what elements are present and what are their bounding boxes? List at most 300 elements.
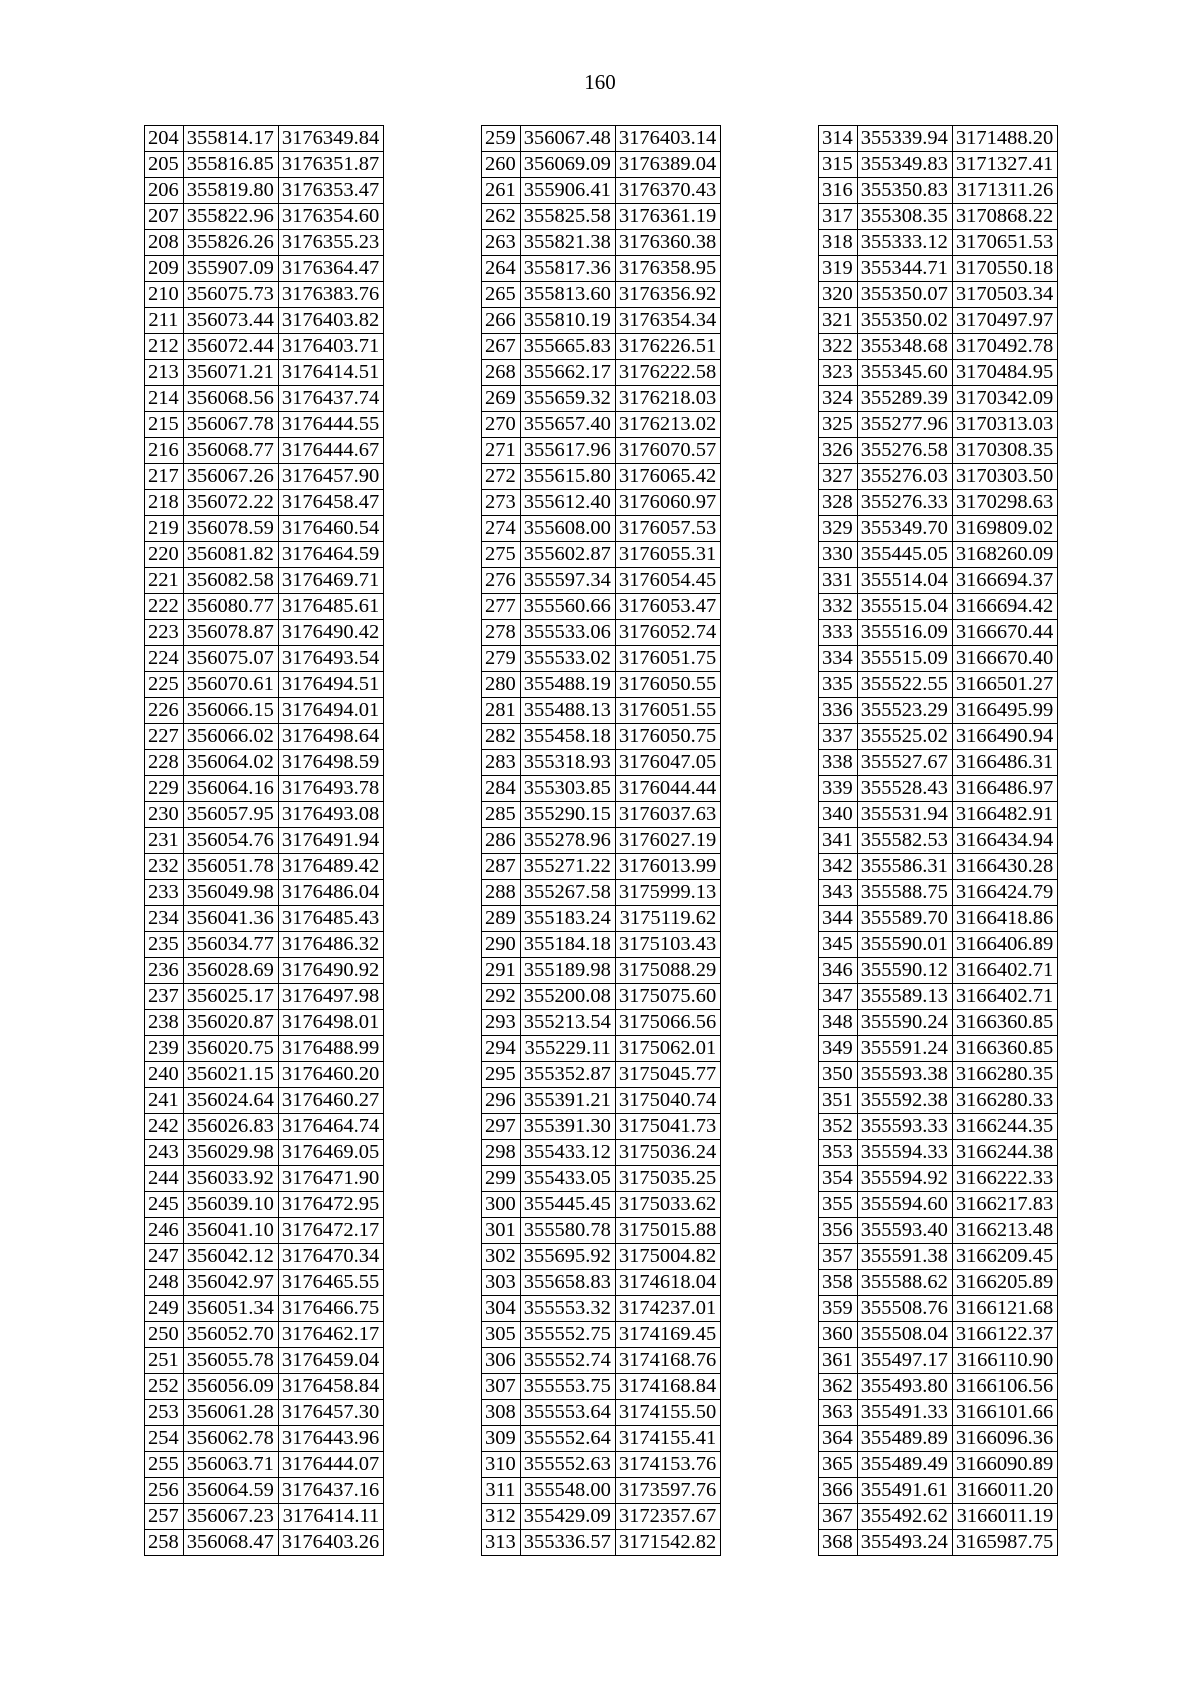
table-row (145, 230, 384, 256)
y-coordinate-cell: 3166222.33 (952, 1166, 1057, 1192)
point-number-cell: 314 (819, 126, 858, 152)
x-coordinate-cell: 356064.02 (183, 750, 278, 776)
x-coordinate-cell: 355497.17 (857, 1348, 952, 1374)
table-row (145, 906, 384, 932)
x-coordinate-cell: 355594.92 (857, 1166, 952, 1192)
x-coordinate-cell: 355277.96 (857, 412, 952, 438)
y-coordinate-cell: 3175015.88 (615, 1218, 720, 1244)
point-number-cell: 326 (819, 438, 858, 464)
x-coordinate-cell: 355200.08 (520, 984, 615, 1010)
point-number-cell: 335 (819, 672, 858, 698)
x-coordinate-cell: 356080.77 (183, 594, 278, 620)
point-number-cell: 261 (482, 178, 521, 204)
table-row (145, 1452, 384, 1478)
point-number-cell: 207 (145, 204, 184, 230)
table-row (482, 672, 721, 698)
x-coordinate-cell: 356082.58 (183, 568, 278, 594)
x-coordinate-cell: 355817.36 (520, 256, 615, 282)
y-coordinate-cell: 3166424.79 (952, 880, 1057, 906)
x-coordinate-cell: 355344.71 (857, 256, 952, 282)
x-coordinate-cell: 355580.78 (520, 1218, 615, 1244)
table-row (145, 594, 384, 620)
point-number-cell: 236 (145, 958, 184, 984)
x-coordinate-cell: 355516.09 (857, 620, 952, 646)
point-number-cell: 353 (819, 1140, 858, 1166)
table-row (482, 1114, 721, 1140)
x-coordinate-cell: 355553.75 (520, 1374, 615, 1400)
point-number-cell: 247 (145, 1244, 184, 1270)
x-coordinate-cell: 355665.83 (520, 334, 615, 360)
table-row (819, 724, 1058, 750)
point-number-cell: 342 (819, 854, 858, 880)
x-coordinate-cell: 355433.05 (520, 1166, 615, 1192)
point-number-cell: 267 (482, 334, 521, 360)
x-coordinate-cell: 355590.24 (857, 1010, 952, 1036)
x-coordinate-cell: 356021.15 (183, 1062, 278, 1088)
point-number-cell: 279 (482, 646, 521, 672)
x-coordinate-cell: 355339.94 (857, 126, 952, 152)
y-coordinate-cell: 3174168.76 (615, 1348, 720, 1374)
y-coordinate-cell: 3176057.53 (615, 516, 720, 542)
y-coordinate-cell: 3176052.74 (615, 620, 720, 646)
table-row (482, 698, 721, 724)
x-coordinate-cell: 355553.64 (520, 1400, 615, 1426)
y-coordinate-cell: 3170497.97 (952, 308, 1057, 334)
table-row (145, 1374, 384, 1400)
table-row (482, 984, 721, 1010)
table-row (145, 152, 384, 178)
y-coordinate-cell: 3170303.50 (952, 464, 1057, 490)
x-coordinate-cell: 355348.68 (857, 334, 952, 360)
y-coordinate-cell: 3166430.28 (952, 854, 1057, 880)
table-row (482, 1088, 721, 1114)
table-row (145, 178, 384, 204)
x-coordinate-cell: 355276.03 (857, 464, 952, 490)
y-coordinate-cell: 3176027.19 (615, 828, 720, 854)
x-coordinate-cell: 355271.22 (520, 854, 615, 880)
table-row (819, 1270, 1058, 1296)
point-number-cell: 282 (482, 724, 521, 750)
table-row (819, 1400, 1058, 1426)
table-row (145, 360, 384, 386)
y-coordinate-cell: 3166122.37 (952, 1322, 1057, 1348)
point-number-cell: 336 (819, 698, 858, 724)
point-number-cell: 248 (145, 1270, 184, 1296)
y-coordinate-cell: 3176458.47 (278, 490, 383, 516)
point-number-cell: 225 (145, 672, 184, 698)
y-coordinate-cell: 3170313.03 (952, 412, 1057, 438)
coordinate-table-3 (818, 125, 1058, 1556)
point-number-cell: 352 (819, 1114, 858, 1140)
table-row (482, 906, 721, 932)
x-coordinate-cell: 356064.59 (183, 1478, 278, 1504)
point-number-cell: 206 (145, 178, 184, 204)
table-row (819, 1374, 1058, 1400)
point-number-cell: 302 (482, 1244, 521, 1270)
point-number-cell: 287 (482, 854, 521, 880)
y-coordinate-cell: 3176055.31 (615, 542, 720, 568)
y-coordinate-cell: 3176226.51 (615, 334, 720, 360)
table-row (145, 1036, 384, 1062)
x-coordinate-cell: 355525.02 (857, 724, 952, 750)
y-coordinate-cell: 3171311.26 (952, 178, 1057, 204)
table-row (145, 568, 384, 594)
point-number-cell: 254 (145, 1426, 184, 1452)
point-number-cell: 264 (482, 256, 521, 282)
point-number-cell: 216 (145, 438, 184, 464)
y-coordinate-cell: 3170868.22 (952, 204, 1057, 230)
x-coordinate-cell: 355813.60 (520, 282, 615, 308)
point-number-cell: 273 (482, 490, 521, 516)
table-row (145, 204, 384, 230)
table-row (819, 1348, 1058, 1374)
point-number-cell: 339 (819, 776, 858, 802)
y-coordinate-cell: 3176403.26 (278, 1530, 383, 1556)
table-row (482, 204, 721, 230)
y-coordinate-cell: 3176354.60 (278, 204, 383, 230)
point-number-cell: 227 (145, 724, 184, 750)
x-coordinate-cell: 355515.04 (857, 594, 952, 620)
y-coordinate-cell: 3166402.71 (952, 958, 1057, 984)
x-coordinate-cell: 355590.01 (857, 932, 952, 958)
table-row (482, 1140, 721, 1166)
y-coordinate-cell: 3166244.38 (952, 1140, 1057, 1166)
point-number-cell: 204 (145, 126, 184, 152)
table-row (819, 1010, 1058, 1036)
x-coordinate-cell: 355907.09 (183, 256, 278, 282)
y-coordinate-cell: 3166694.42 (952, 594, 1057, 620)
point-number-cell: 345 (819, 932, 858, 958)
point-number-cell: 235 (145, 932, 184, 958)
table-row (482, 178, 721, 204)
table-row (145, 490, 384, 516)
y-coordinate-cell: 3174168.84 (615, 1374, 720, 1400)
table-row (482, 828, 721, 854)
x-coordinate-cell: 355488.13 (520, 698, 615, 724)
y-coordinate-cell: 3176472.17 (278, 1218, 383, 1244)
x-coordinate-cell: 355493.80 (857, 1374, 952, 1400)
point-number-cell: 239 (145, 1036, 184, 1062)
y-coordinate-cell: 3166402.71 (952, 984, 1057, 1010)
table-row (482, 776, 721, 802)
table-row (145, 1270, 384, 1296)
y-coordinate-cell: 3176493.78 (278, 776, 383, 802)
x-coordinate-cell: 355213.54 (520, 1010, 615, 1036)
y-coordinate-cell: 3170484.95 (952, 360, 1057, 386)
x-coordinate-cell: 355593.33 (857, 1114, 952, 1140)
point-number-cell: 310 (482, 1452, 521, 1478)
x-coordinate-cell: 356033.92 (183, 1166, 278, 1192)
point-number-cell: 306 (482, 1348, 521, 1374)
y-coordinate-cell: 3169809.02 (952, 516, 1057, 542)
table-row (819, 1088, 1058, 1114)
y-coordinate-cell: 3176491.94 (278, 828, 383, 854)
point-number-cell: 214 (145, 386, 184, 412)
y-coordinate-cell: 3176358.95 (615, 256, 720, 282)
y-coordinate-cell: 3176051.55 (615, 698, 720, 724)
table-row (819, 1504, 1058, 1530)
x-coordinate-cell: 355290.15 (520, 802, 615, 828)
x-coordinate-cell: 356029.98 (183, 1140, 278, 1166)
point-number-cell: 272 (482, 464, 521, 490)
table-row (819, 620, 1058, 646)
point-number-cell: 337 (819, 724, 858, 750)
table-row (482, 932, 721, 958)
y-coordinate-cell: 3176060.97 (615, 490, 720, 516)
x-coordinate-cell: 355508.04 (857, 1322, 952, 1348)
table-row (819, 1244, 1058, 1270)
y-coordinate-cell: 3166418.86 (952, 906, 1057, 932)
point-number-cell: 271 (482, 438, 521, 464)
table-row (145, 1218, 384, 1244)
point-number-cell: 366 (819, 1478, 858, 1504)
x-coordinate-cell: 355553.32 (520, 1296, 615, 1322)
y-coordinate-cell: 3176444.55 (278, 412, 383, 438)
point-number-cell: 301 (482, 1218, 521, 1244)
table-row (145, 1140, 384, 1166)
table-row (482, 386, 721, 412)
x-coordinate-cell: 355617.96 (520, 438, 615, 464)
y-coordinate-cell: 3176498.59 (278, 750, 383, 776)
point-number-cell: 291 (482, 958, 521, 984)
x-coordinate-cell: 355548.00 (520, 1478, 615, 1504)
x-coordinate-cell: 355522.55 (857, 672, 952, 698)
x-coordinate-cell: 355433.12 (520, 1140, 615, 1166)
y-coordinate-cell: 3176050.75 (615, 724, 720, 750)
x-coordinate-cell: 356041.36 (183, 906, 278, 932)
y-coordinate-cell: 3176383.76 (278, 282, 383, 308)
point-number-cell: 258 (145, 1530, 184, 1556)
x-coordinate-cell: 356039.10 (183, 1192, 278, 1218)
table-row (145, 412, 384, 438)
table-row (819, 516, 1058, 542)
point-number-cell: 360 (819, 1322, 858, 1348)
x-coordinate-cell: 355333.12 (857, 230, 952, 256)
x-coordinate-cell: 356066.02 (183, 724, 278, 750)
point-number-cell: 363 (819, 1400, 858, 1426)
y-coordinate-cell: 3172357.67 (615, 1504, 720, 1530)
table-row (482, 802, 721, 828)
x-coordinate-cell: 355489.49 (857, 1452, 952, 1478)
point-number-cell: 259 (482, 126, 521, 152)
x-coordinate-cell: 355597.34 (520, 568, 615, 594)
point-number-cell: 297 (482, 1114, 521, 1140)
point-number-cell: 223 (145, 620, 184, 646)
x-coordinate-cell: 356062.78 (183, 1426, 278, 1452)
point-number-cell: 205 (145, 152, 184, 178)
point-number-cell: 280 (482, 672, 521, 698)
point-number-cell: 220 (145, 542, 184, 568)
table-row (145, 776, 384, 802)
table-row (482, 1504, 721, 1530)
point-number-cell: 315 (819, 152, 858, 178)
x-coordinate-cell: 355602.87 (520, 542, 615, 568)
y-coordinate-cell: 3166090.89 (952, 1452, 1057, 1478)
y-coordinate-cell: 3170503.34 (952, 282, 1057, 308)
x-coordinate-cell: 355552.75 (520, 1322, 615, 1348)
x-coordinate-cell: 355816.85 (183, 152, 278, 178)
table-row (482, 230, 721, 256)
table-row (819, 1452, 1058, 1478)
point-number-cell: 226 (145, 698, 184, 724)
point-number-cell: 283 (482, 750, 521, 776)
table-row (482, 646, 721, 672)
point-number-cell: 313 (482, 1530, 521, 1556)
y-coordinate-cell: 3166670.40 (952, 646, 1057, 672)
x-coordinate-cell: 356068.47 (183, 1530, 278, 1556)
table-row (819, 490, 1058, 516)
x-coordinate-cell: 356049.98 (183, 880, 278, 906)
point-number-cell: 277 (482, 594, 521, 620)
y-coordinate-cell: 3166101.66 (952, 1400, 1057, 1426)
x-coordinate-cell: 356073.44 (183, 308, 278, 334)
point-number-cell: 344 (819, 906, 858, 932)
table-row (819, 1192, 1058, 1218)
point-number-cell: 328 (819, 490, 858, 516)
x-coordinate-cell: 355349.70 (857, 516, 952, 542)
y-coordinate-cell: 3166209.45 (952, 1244, 1057, 1270)
y-coordinate-cell: 3176489.42 (278, 854, 383, 880)
table-row (819, 984, 1058, 1010)
x-coordinate-cell: 356072.44 (183, 334, 278, 360)
x-coordinate-cell: 355591.38 (857, 1244, 952, 1270)
table-row (145, 828, 384, 854)
y-coordinate-cell: 3171488.20 (952, 126, 1057, 152)
y-coordinate-cell: 3175075.60 (615, 984, 720, 1010)
point-number-cell: 309 (482, 1426, 521, 1452)
point-number-cell: 250 (145, 1322, 184, 1348)
x-coordinate-cell: 355527.67 (857, 750, 952, 776)
y-coordinate-cell: 3176486.32 (278, 932, 383, 958)
point-number-cell: 243 (145, 1140, 184, 1166)
y-coordinate-cell: 3176457.30 (278, 1400, 383, 1426)
x-coordinate-cell: 355588.62 (857, 1270, 952, 1296)
y-coordinate-cell: 3176494.01 (278, 698, 383, 724)
point-number-cell: 286 (482, 828, 521, 854)
point-number-cell: 322 (819, 334, 858, 360)
y-coordinate-cell: 3175035.25 (615, 1166, 720, 1192)
x-coordinate-cell: 355531.94 (857, 802, 952, 828)
x-coordinate-cell: 355184.18 (520, 932, 615, 958)
table-row (482, 1166, 721, 1192)
x-coordinate-cell: 355658.83 (520, 1270, 615, 1296)
y-coordinate-cell: 3170492.78 (952, 334, 1057, 360)
table-row (145, 1296, 384, 1322)
y-coordinate-cell: 3176464.74 (278, 1114, 383, 1140)
y-coordinate-cell: 3166213.48 (952, 1218, 1057, 1244)
table-row (819, 334, 1058, 360)
y-coordinate-cell: 3176364.47 (278, 256, 383, 282)
point-number-cell: 246 (145, 1218, 184, 1244)
point-number-cell: 255 (145, 1452, 184, 1478)
x-coordinate-cell: 356067.78 (183, 412, 278, 438)
table-row (482, 1322, 721, 1348)
y-coordinate-cell: 3171542.82 (615, 1530, 720, 1556)
point-number-cell: 222 (145, 594, 184, 620)
x-coordinate-cell: 356020.75 (183, 1036, 278, 1062)
y-coordinate-cell: 3176349.84 (278, 126, 383, 152)
point-number-cell: 262 (482, 204, 521, 230)
x-coordinate-cell: 355533.06 (520, 620, 615, 646)
table-row (145, 1244, 384, 1270)
y-coordinate-cell: 3176053.47 (615, 594, 720, 620)
table-row (819, 282, 1058, 308)
point-number-cell: 228 (145, 750, 184, 776)
x-coordinate-cell: 355695.92 (520, 1244, 615, 1270)
x-coordinate-cell: 355594.60 (857, 1192, 952, 1218)
x-coordinate-cell: 356072.22 (183, 490, 278, 516)
table-row (819, 1114, 1058, 1140)
table-row (482, 464, 721, 490)
x-coordinate-cell: 355445.45 (520, 1192, 615, 1218)
y-coordinate-cell: 3176493.54 (278, 646, 383, 672)
y-coordinate-cell: 3166501.27 (952, 672, 1057, 698)
y-coordinate-cell: 3176351.87 (278, 152, 383, 178)
x-coordinate-cell: 356026.83 (183, 1114, 278, 1140)
y-coordinate-cell: 3176414.51 (278, 360, 383, 386)
y-coordinate-cell: 3166280.33 (952, 1088, 1057, 1114)
point-number-cell: 290 (482, 932, 521, 958)
x-coordinate-cell: 355552.74 (520, 1348, 615, 1374)
y-coordinate-cell: 3174155.50 (615, 1400, 720, 1426)
y-coordinate-cell: 3173597.76 (615, 1478, 720, 1504)
x-coordinate-cell: 355588.75 (857, 880, 952, 906)
y-coordinate-cell: 3166011.20 (952, 1478, 1057, 1504)
point-number-cell: 270 (482, 412, 521, 438)
table-row (819, 256, 1058, 282)
table-row (145, 698, 384, 724)
point-number-cell: 348 (819, 1010, 858, 1036)
y-coordinate-cell: 3176498.64 (278, 724, 383, 750)
table-row (482, 568, 721, 594)
y-coordinate-cell: 3166434.94 (952, 828, 1057, 854)
point-number-cell: 365 (819, 1452, 858, 1478)
x-coordinate-cell: 355318.93 (520, 750, 615, 776)
x-coordinate-cell: 355276.33 (857, 490, 952, 516)
table-row (145, 646, 384, 672)
y-coordinate-cell: 3176403.14 (615, 126, 720, 152)
point-number-cell: 234 (145, 906, 184, 932)
point-number-cell: 300 (482, 1192, 521, 1218)
table-row (145, 386, 384, 412)
point-number-cell: 338 (819, 750, 858, 776)
table-row (819, 308, 1058, 334)
table-row (819, 932, 1058, 958)
table-row (145, 854, 384, 880)
y-coordinate-cell: 3176497.98 (278, 984, 383, 1010)
table-row (819, 776, 1058, 802)
x-coordinate-cell: 355826.26 (183, 230, 278, 256)
y-coordinate-cell: 3166694.37 (952, 568, 1057, 594)
point-number-cell: 299 (482, 1166, 521, 1192)
y-coordinate-cell: 3176470.34 (278, 1244, 383, 1270)
x-coordinate-cell: 355391.21 (520, 1088, 615, 1114)
table-row (819, 152, 1058, 178)
point-number-cell: 298 (482, 1140, 521, 1166)
y-coordinate-cell: 3170550.18 (952, 256, 1057, 282)
table-row (819, 1296, 1058, 1322)
y-coordinate-cell: 3176488.99 (278, 1036, 383, 1062)
y-coordinate-cell: 3176218.03 (615, 386, 720, 412)
point-number-cell: 249 (145, 1296, 184, 1322)
x-coordinate-cell: 355612.40 (520, 490, 615, 516)
y-coordinate-cell: 3166205.89 (952, 1270, 1057, 1296)
y-coordinate-cell: 3175040.74 (615, 1088, 720, 1114)
y-coordinate-cell: 3176361.19 (615, 204, 720, 230)
y-coordinate-cell: 3166495.99 (952, 698, 1057, 724)
y-coordinate-cell: 3166406.89 (952, 932, 1057, 958)
x-coordinate-cell: 355552.64 (520, 1426, 615, 1452)
